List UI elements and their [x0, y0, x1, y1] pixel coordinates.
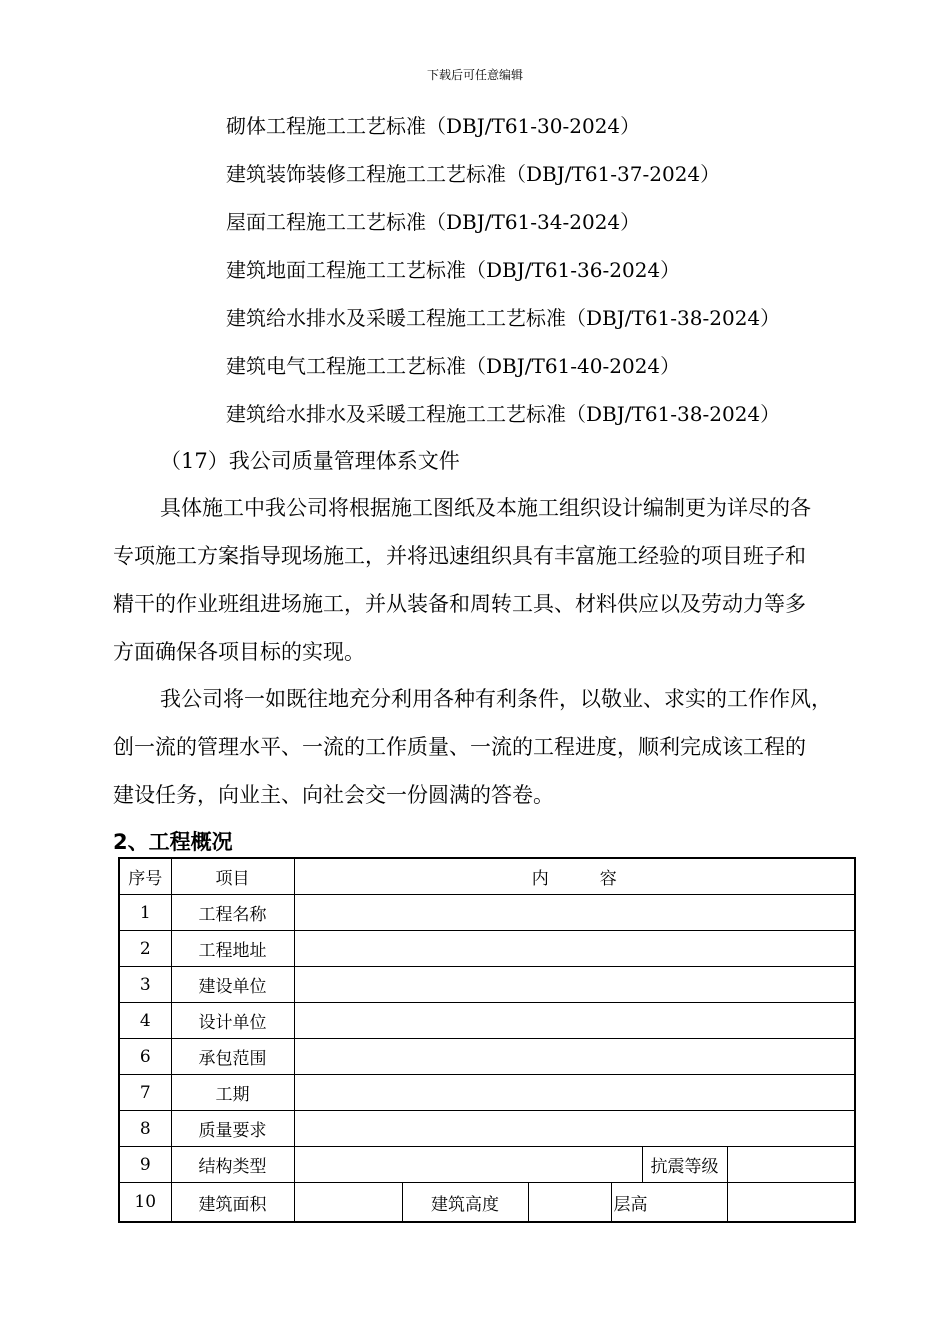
- row-value-cell[interactable]: [294, 1147, 642, 1183]
- row-item: 建设单位: [171, 967, 294, 1003]
- table-row: [119, 1111, 855, 1147]
- row-item: 工期: [171, 1075, 294, 1111]
- paragraph-line: 创一流的管理水平、一流的工作质量、一流的工程进度，顺利完成该工程的: [113, 735, 806, 759]
- page-header: 下载后可任意编辑: [426, 68, 523, 82]
- paragraph-line: 专项施工方案指导现场施工，并将迅速组织具有丰富施工经验的项目班子和: [113, 544, 806, 568]
- row-seq: 8: [119, 1111, 171, 1147]
- table-row: [119, 1183, 855, 1223]
- table-row: [119, 1039, 855, 1075]
- row-value-cell[interactable]: [294, 1039, 855, 1075]
- paragraph-line: 具体施工中我公司将根据施工图纸及本施工组织设计编制更为详尽的各: [160, 496, 811, 520]
- project-overview-table: [118, 857, 856, 1223]
- row-seq: 3: [119, 967, 171, 1003]
- row-item: 设计单位: [171, 1003, 294, 1039]
- row-seq: 10: [119, 1183, 171, 1223]
- row-item: 工程名称: [171, 895, 294, 931]
- row-seq: 4: [119, 1003, 171, 1039]
- header-content: 内 容: [294, 858, 855, 895]
- seismic-grade-value[interactable]: [727, 1147, 855, 1183]
- item-17: （17）我公司质量管理体系文件: [160, 449, 460, 473]
- standard-item: 建筑给水排水及采暖工程施工工艺标准（DBJ/T61-38-2024）: [226, 402, 781, 426]
- row-seq: 2: [119, 931, 171, 967]
- building-height-label: 建筑高度: [402, 1183, 528, 1223]
- row-item: 建筑面积: [171, 1183, 294, 1223]
- header-item: 项目: [171, 858, 294, 895]
- row-value-cell[interactable]: [294, 895, 855, 931]
- building-area-value[interactable]: [294, 1183, 402, 1223]
- table-row: [119, 1003, 855, 1039]
- paragraph-line: 精干的作业班组进场施工，并从装备和周转工具、材料供应以及劳动力等多: [113, 592, 806, 616]
- building-height-value[interactable]: [528, 1183, 611, 1223]
- row-value-cell[interactable]: [294, 967, 855, 1003]
- standard-item: 砌体工程施工工艺标准（DBJ/T61-30-2024）: [226, 114, 641, 138]
- seismic-grade-label: 抗震等级: [642, 1147, 727, 1183]
- paragraph-line: 方面确保各项目标的实现。: [113, 640, 365, 664]
- standard-item: 屋面工程施工工艺标准（DBJ/T61-34-2024）: [226, 210, 641, 234]
- row-value-cell[interactable]: [294, 931, 855, 967]
- header-seq: 序号: [119, 858, 171, 895]
- row-seq: 1: [119, 895, 171, 931]
- row-value-cell[interactable]: [294, 1003, 855, 1039]
- row-seq: 6: [119, 1039, 171, 1075]
- paragraph-line: 建设任务，向业主、向社会交一份圆满的答卷。: [113, 783, 554, 807]
- row-value-cell[interactable]: [294, 1111, 855, 1147]
- row-item: 质量要求: [171, 1111, 294, 1147]
- standard-item: 建筑地面工程施工工艺标准（DBJ/T61-36-2024）: [226, 258, 681, 282]
- standard-item: 建筑电气工程施工工艺标准（DBJ/T61-40-2024）: [226, 354, 681, 378]
- row-item: 工程地址: [171, 931, 294, 967]
- row-value-cell[interactable]: [294, 1075, 855, 1111]
- row-item: 承包范围: [171, 1039, 294, 1075]
- paragraph-line: 我公司将一如既往地充分利用各种有利条件，以敬业、求实的工作作风，: [160, 687, 832, 711]
- table-header-row: [119, 858, 855, 895]
- table-row: [119, 895, 855, 931]
- row-item: 结构类型: [171, 1147, 294, 1183]
- row-seq: 9: [119, 1147, 171, 1183]
- table-row: [119, 967, 855, 1003]
- section-title: 2、工程概况: [113, 830, 233, 854]
- floor-height-value[interactable]: [727, 1183, 855, 1223]
- table-row: [119, 931, 855, 967]
- table-row: [119, 1075, 855, 1111]
- standard-item: 建筑给水排水及采暖工程施工工艺标准（DBJ/T61-38-2024）: [226, 306, 781, 330]
- floor-height-label: 层高: [611, 1183, 727, 1223]
- table-row: [119, 1147, 855, 1183]
- standard-item: 建筑装饰装修工程施工工艺标准（DBJ/T61-37-2024）: [226, 162, 721, 186]
- row-seq: 7: [119, 1075, 171, 1111]
